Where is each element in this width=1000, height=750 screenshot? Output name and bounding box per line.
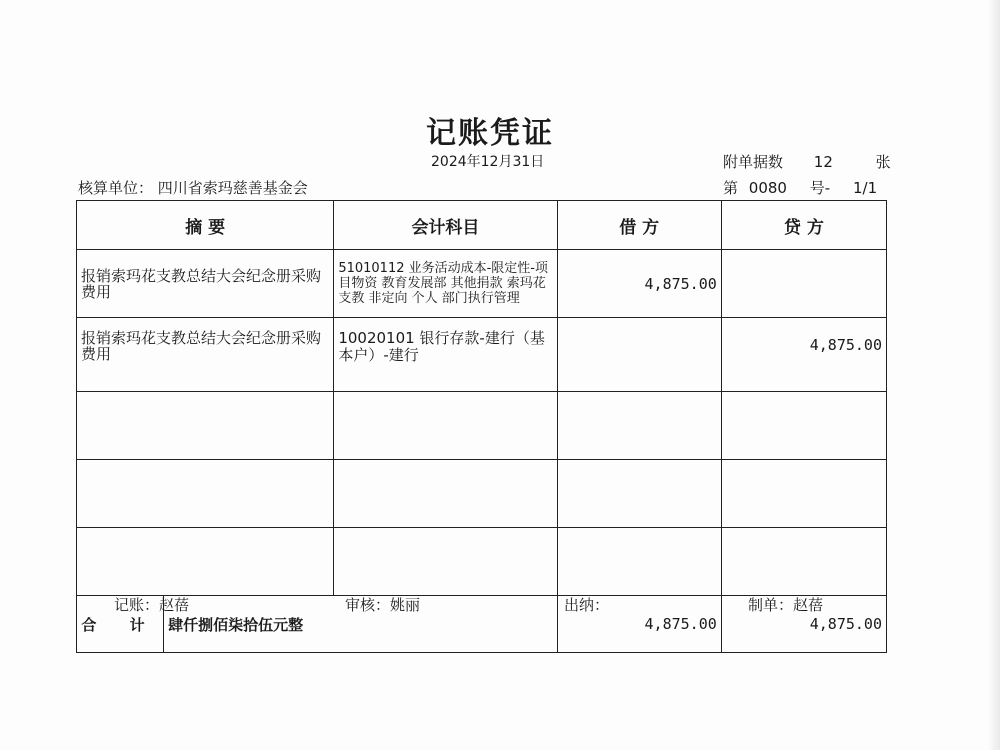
voucher-page: 1/1 [852, 179, 878, 197]
table-row [77, 250, 887, 318]
row-debit [557, 318, 721, 392]
total-credit: 4,875.00 [721, 596, 886, 653]
column-header-account: 会计科目 [334, 201, 557, 250]
row-credit: 4,875.00 [721, 318, 886, 392]
row-account [334, 392, 557, 460]
total-debit: 4,875.00 [557, 596, 721, 653]
total-amount-in-words: 肆仟捌佰柒拾伍元整 [164, 596, 557, 653]
voucher-date: 2024年12月31日 [431, 154, 545, 170]
row-debit [557, 528, 721, 596]
organization-info [78, 177, 308, 198]
table-row [77, 528, 887, 596]
row-summary: 报销索玛花支教总结大会纪念册采购费用 [77, 250, 334, 318]
bookkeeper-signature: 记账：赵蓓 [114, 596, 190, 614]
table-row [77, 392, 887, 460]
row-account [334, 528, 557, 596]
voucher-number-info [723, 177, 877, 198]
row-account [334, 460, 557, 528]
attachments-count: 12 [813, 153, 833, 171]
voucher-title: 记账凭证 [426, 116, 554, 151]
organization-label: 核算单位： [78, 179, 154, 197]
row-account: 10020101 银行存款-建行（基本户）-建行 [334, 318, 557, 392]
attachments-info [723, 151, 891, 172]
row-credit [721, 460, 886, 528]
row-summary [77, 392, 334, 460]
table-header-row [77, 201, 887, 250]
row-credit [721, 528, 886, 596]
preparer-signature: 制单：赵蓓 [748, 596, 824, 614]
row-summary [77, 528, 334, 596]
table-row [77, 460, 887, 528]
voucher-suffix: 号- [809, 179, 831, 197]
organization-name: 四川省索玛慈善基金会 [157, 179, 308, 197]
column-header-summary: 摘 要 [77, 201, 334, 250]
table-row [77, 318, 887, 392]
column-header-debit: 借 方 [557, 201, 721, 250]
row-credit [721, 392, 886, 460]
scan-edge-shadow [988, 0, 1000, 750]
row-summary: 报销索玛花支教总结大会纪念册采购费用 [77, 318, 334, 392]
row-summary [77, 460, 334, 528]
voucher-prefix: 第 [723, 179, 739, 197]
cashier-signature: 出纳： [564, 596, 610, 614]
row-account: 51010112 业务活动成本-限定性-项目物资 教育发展部 其他捐款 索玛花支教 非定向 个人 部门执行管理 [334, 250, 557, 318]
attachments-label: 附单据数 [723, 153, 784, 171]
total-label: 合 计 [77, 596, 164, 653]
column-header-credit: 贷 方 [721, 201, 886, 250]
row-debit: 4,875.00 [557, 250, 721, 318]
row-credit [721, 250, 886, 318]
row-debit [557, 460, 721, 528]
voucher-table [76, 200, 887, 653]
attachments-unit: 张 [875, 153, 891, 171]
row-debit [557, 392, 721, 460]
voucher-number: 0080 [748, 179, 787, 197]
reviewer-signature: 审核：姚丽 [345, 596, 421, 614]
